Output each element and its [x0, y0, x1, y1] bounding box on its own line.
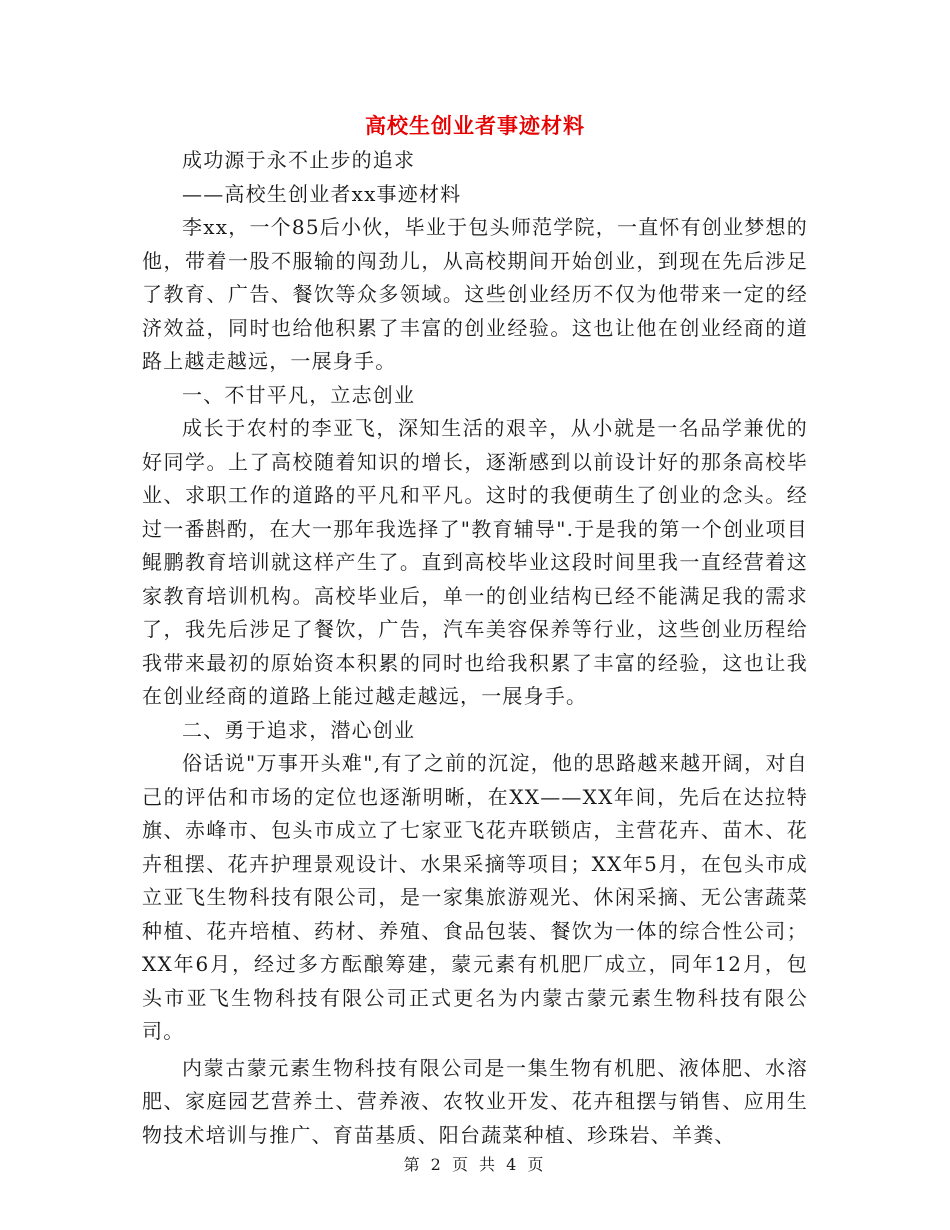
document-page [142, 108, 808, 1152]
paragraph-company: 内蒙古蒙元素生物科技有限公司是一集生物有机肥、液体肥、水溶肥、家庭园艺营养土、营养液、农牧业开发、花卉租摆与销售、应用生物技术培训与推广、育苗基质、阳台蔬菜种植、珍珠岩、羊粪、 [142, 1055, 808, 1147]
paragraph-section-2: 俗话说"万事开头难",有了之前的沉淀，他的思路越来越开阔，对自己的评估和市场的定位也逐渐明晰，在XX——XX年间，先后在达拉特旗、赤峰市、包头市成立了七家亚飞花卉联锁店，主营花卉、苗木、花卉租摆、花卉护理景观设计、水果采摘等项目；XX年5月，在包头市成立亚飞生物科技有限公司，是一家集旅游观光、休闲采摘、无公害蔬菜种植、花卉培植、药材、养殖、食品包装、餐饮为一体的综合性公司；XX年6月，经过多方酝酿筹建，蒙元素有机肥厂成立，同年12月，包头市亚飞生物科技有限公司正式更名为内蒙古蒙元素生物科技有限公司。 [142, 751, 808, 1043]
section-heading-1: 一、不甘平凡，立志创业 [182, 382, 416, 407]
paragraph-intro: 李xx，一个85后小伙，毕业于包头师范学院，一直怀有创业梦想的他，带着一股不服输的闯劲儿，从高校期间开始创业，到现在先后涉足了教育、广告、餐饮等众多领域。这些创业经历不仅为他带来一定的经济效益，同时也给他积累了丰富的创业经验。这也让他在创业经商的道路上越走越远，一展身手。 [142, 215, 808, 373]
document-title: 高校生创业者事迹材料 [365, 113, 585, 138]
document-body [142, 144, 808, 1152]
subtitle-byline: ——高校生创业者xx事迹材料 [182, 181, 462, 206]
subtitle: 成功源于永不止步的追求 [182, 148, 416, 172]
paragraph-section-1: 成长于农村的李亚飞，深知生活的艰辛，从小就是一名品学兼优的好同学。上了高校随着知识的增长，逐渐感到以前设计好的那条高校毕业、求职工作的道路的平凡和平凡。这时的我便萌生了创业的念头。经过一番斟酌，在大一那年我选择了"教育辅导".于是我的第一个创业项目鲲鹏教育培训就这样产生了。直到高校毕业这段时间里我一直经营着这家教育培训机构。高校毕业后，单一的创业结构已经不能满足我的需求了，我先后涉足了餐饮，广告，汽车美容保养等行业，这些创业历程给我带来最初的原始资本积累的同时也给我积累了丰富的经验，这也让我在创业经商的道路上能过越走越远，一展身手。 [142, 416, 808, 708]
page-footer: 第 2 页 共 4 页 [403, 1155, 547, 1174]
section-heading-2: 二、勇于追求，潜心创业 [182, 717, 416, 742]
